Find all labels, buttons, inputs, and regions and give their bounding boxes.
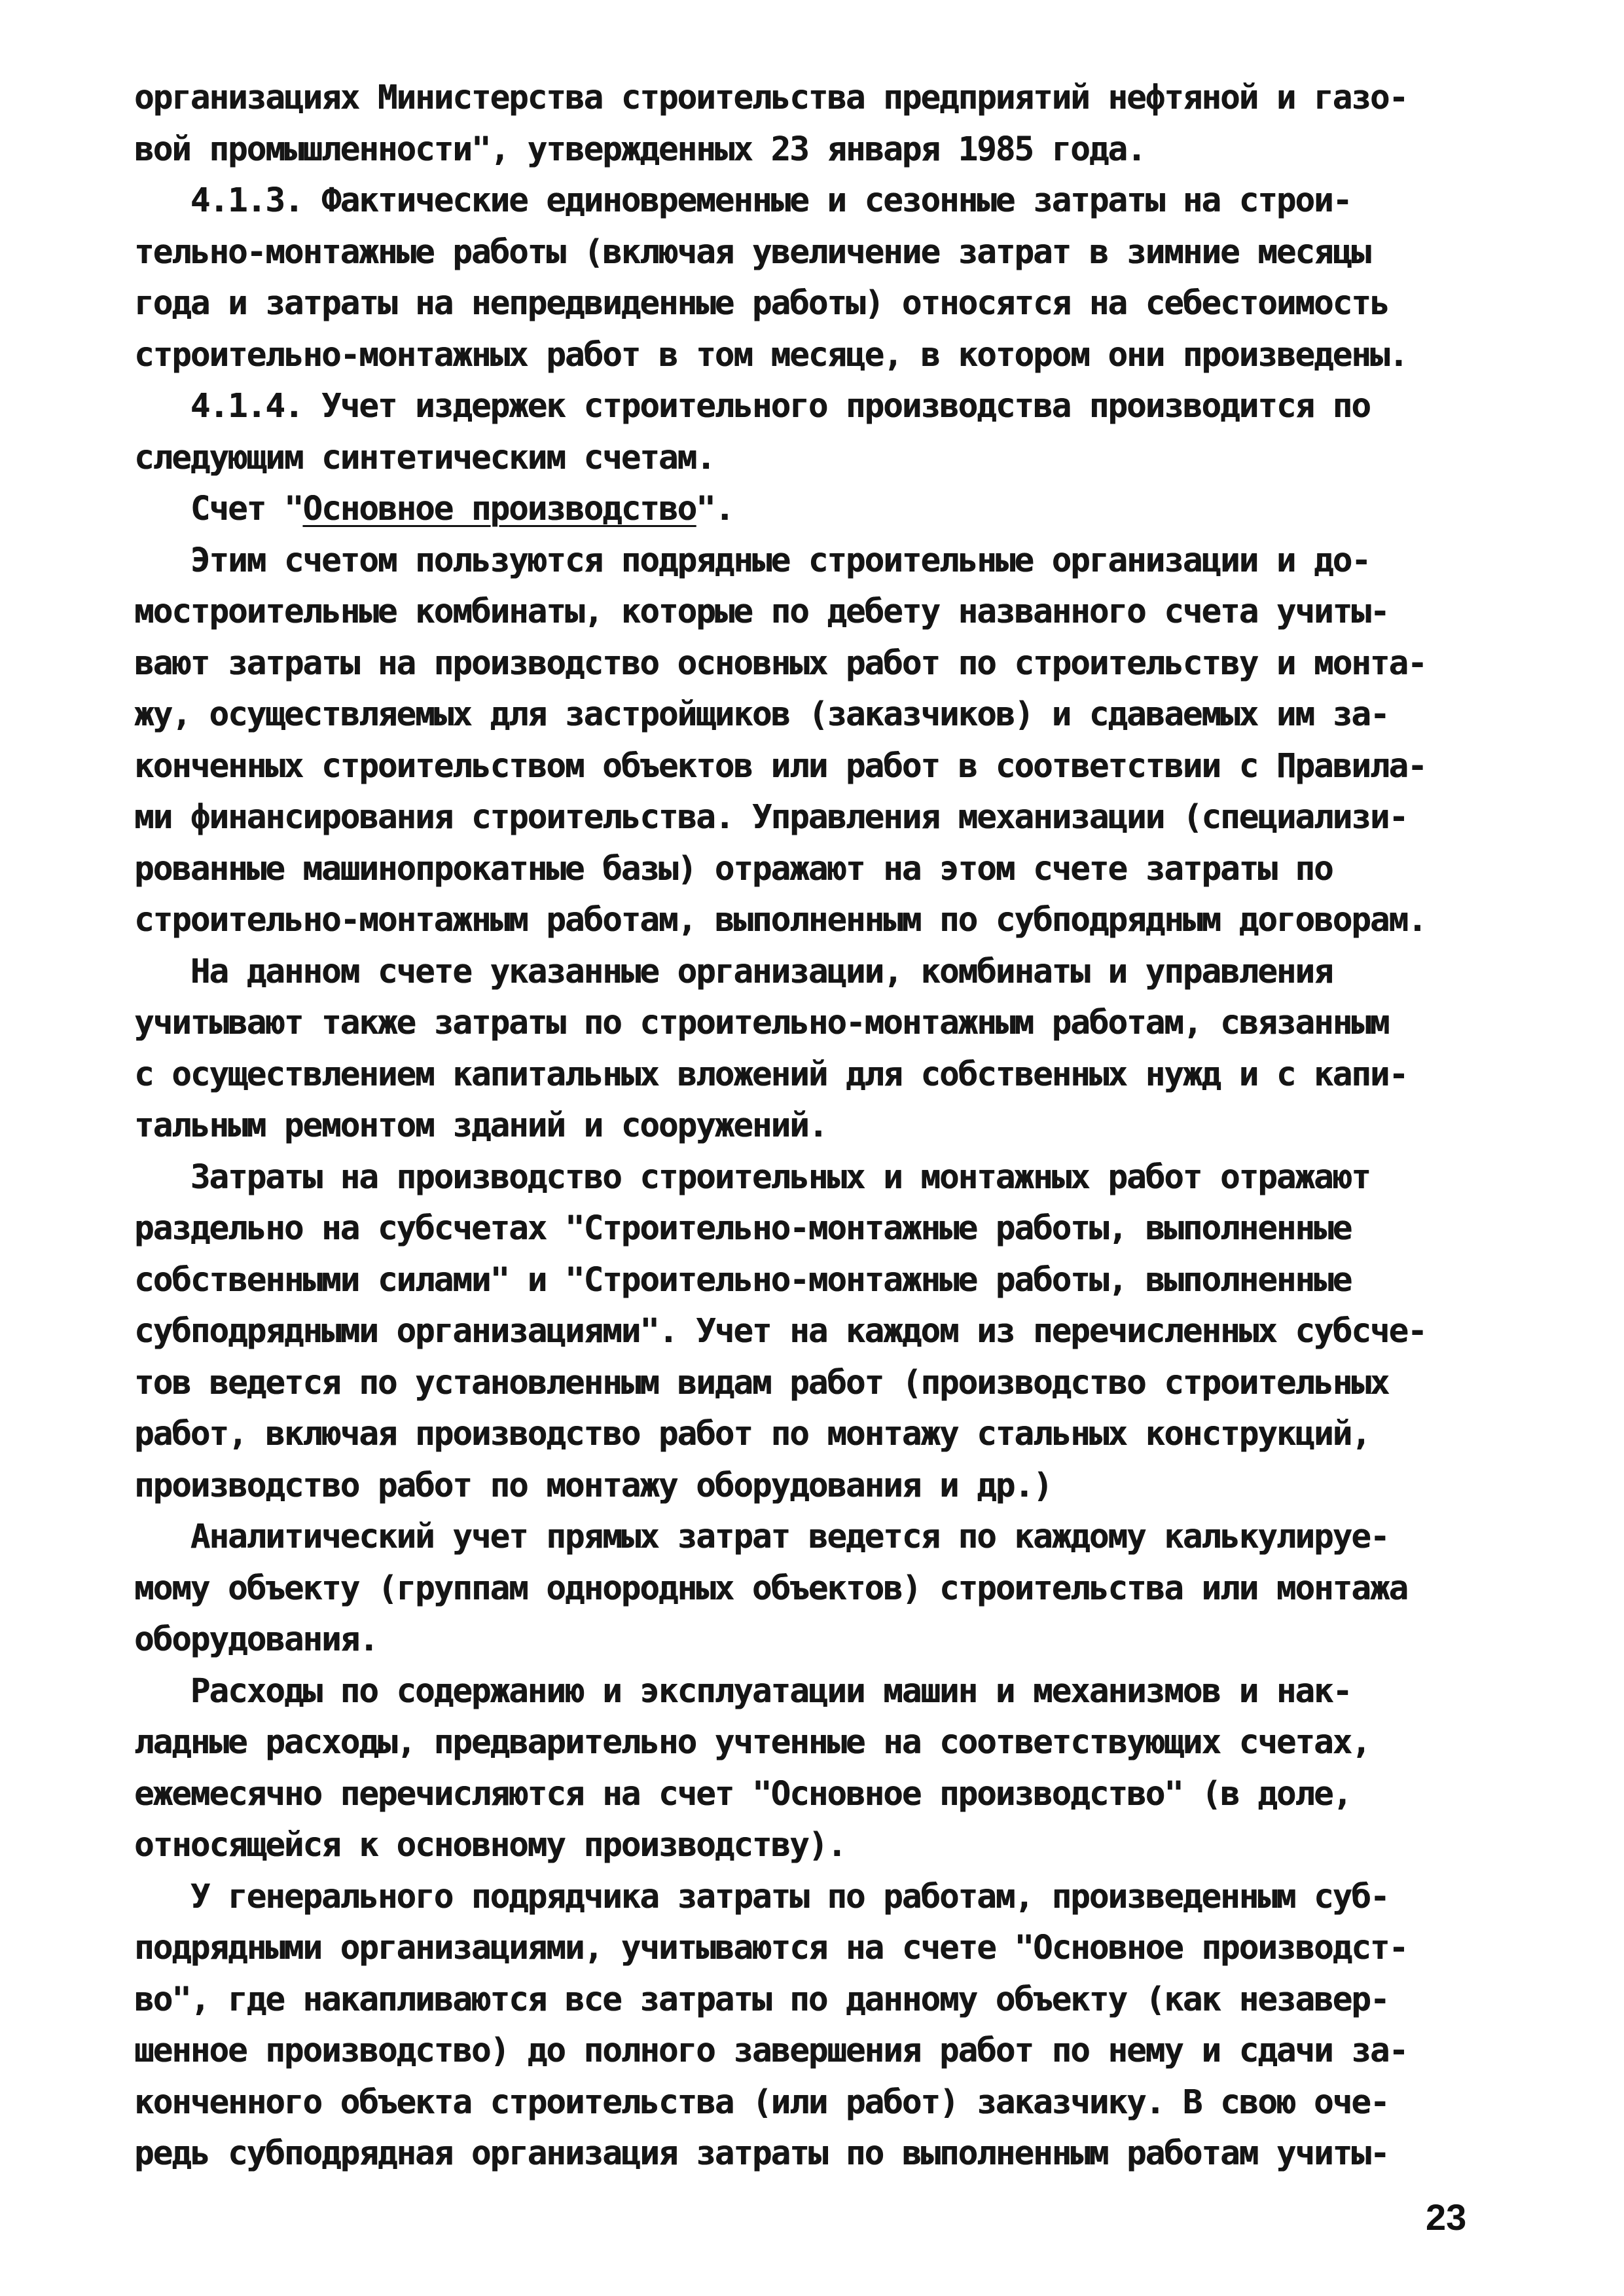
text-line: На данном счете указанные организации, комбинаты и управления bbox=[134, 951, 1333, 991]
text-line: с осуществлением капитальных вложений для собственных нужд и с капи- bbox=[134, 1054, 1408, 1093]
text-line: строительно-монтажным работам, выполненным по субподрядным договорам. bbox=[134, 900, 1426, 939]
text-line: ладные расходы, предварительно учтенные на соответствующих счетах, bbox=[134, 1722, 1370, 1761]
text-line: Расходы по содержанию и эксплуатации машин и механизмов и нак- bbox=[134, 1671, 1352, 1710]
text-line: Аналитический учет прямых затрат ведется по каждому калькулируе- bbox=[134, 1517, 1389, 1556]
section-heading bbox=[134, 483, 1528, 535]
text-line: учитывают также затраты по строительно-монтажным работам, связанным bbox=[134, 1003, 1389, 1042]
text-line: конченных строительством объектов или работ в соответствии с Правила- bbox=[134, 746, 1426, 785]
section-heading-prefix: Счет " bbox=[134, 489, 303, 528]
text-line: шенное производство) до полного завершения работ по нему и сдачи за- bbox=[134, 2031, 1408, 2069]
text-line: раздельно на субсчетах "Строительно-монтажные работы, выполненные bbox=[134, 1209, 1352, 1247]
text-line: следующим синтетическим счетам. bbox=[134, 437, 715, 477]
text-line: Этим счетом пользуются подрядные строительные организации и до- bbox=[134, 540, 1370, 579]
text-line: оборудования. bbox=[134, 1620, 378, 1658]
text-line: вают затраты на производство основных работ по строительству и монта- bbox=[134, 643, 1426, 682]
text-line: года и затраты на непредвиденные работы) относятся на себестоимость bbox=[134, 283, 1389, 322]
text-line: редь субподрядная организация затраты по выполненным работам учиты- bbox=[134, 2134, 1389, 2172]
section-heading-underlined: Основное производство bbox=[302, 489, 696, 528]
text-line: собственными силами" и "Строительно-монтажные работы, выполненные bbox=[134, 1260, 1352, 1299]
text-line: мостроительные комбинаты, которые по дебету названного счета учиты- bbox=[134, 592, 1389, 630]
document-page bbox=[134, 72, 1528, 2179]
text-line: жу, осуществляемых для застройщиков (заказчиков) и сдаваемых им за- bbox=[134, 695, 1389, 733]
text-line: вой промышленности", утвержденных 23 января 1985 года. bbox=[134, 129, 1146, 168]
text-line: 4.1.3. Фактические единовременные и сезонные затраты на строи- bbox=[134, 181, 1352, 219]
text-line: Затраты на производство строительных и монтажных работ отражают bbox=[134, 1157, 1370, 1196]
text-line: мому объекту (группам однородных объектов) строительства или монтажа bbox=[134, 1568, 1408, 1607]
text-line: рованные машинопрокатные базы) отражают на этом счете затраты по bbox=[134, 848, 1333, 888]
text-line: организациях Министерства строительства предприятий нефтяной и газо- bbox=[134, 78, 1408, 117]
text-line: подрядными организациями, учитываются на счете "Основное производст- bbox=[134, 1928, 1408, 1967]
text-line: производство работ по монтажу оборудования и др.) bbox=[134, 1465, 1052, 1504]
text-line: 4.1.4. Учет издержек строительного производства производится по bbox=[134, 386, 1370, 425]
page-number: 23 bbox=[1426, 2196, 1467, 2238]
text-line: строительно-монтажных работ в том месяце, в котором они произведены. bbox=[134, 335, 1408, 374]
text-line: ежемесячно перечисляются на счет "Основное производство" (в доле, bbox=[134, 1774, 1352, 1813]
text-line: тельно-монтажные работы (включая увеличение затрат в зимние месяцы bbox=[134, 232, 1370, 271]
text-line: работ, включая производство работ по монтажу стальных конструкций, bbox=[134, 1414, 1370, 1453]
text-line: относящейся к основному производству). bbox=[134, 1825, 846, 1864]
text-line: во", где накапливаются все затраты по данному объекту (как незавер- bbox=[134, 1979, 1389, 2018]
text-line: конченного объекта строительства (или работ) заказчику. В свою оче- bbox=[134, 2082, 1389, 2121]
text-line: ми финансирования строительства. Управления механизации (специализи- bbox=[134, 797, 1408, 836]
text-line: тальным ремонтом зданий и сооружений. bbox=[134, 1106, 827, 1144]
section-heading-suffix: ". bbox=[696, 489, 734, 528]
text-line: тов ведется по установленным видам работ (производство строительных bbox=[134, 1362, 1389, 1402]
text-line: субподрядными организациями". Учет на каждом из перечисленных субсче- bbox=[134, 1311, 1426, 1350]
text-line: У генерального подрядчика затраты по работам, произведенным суб- bbox=[134, 1876, 1389, 1916]
